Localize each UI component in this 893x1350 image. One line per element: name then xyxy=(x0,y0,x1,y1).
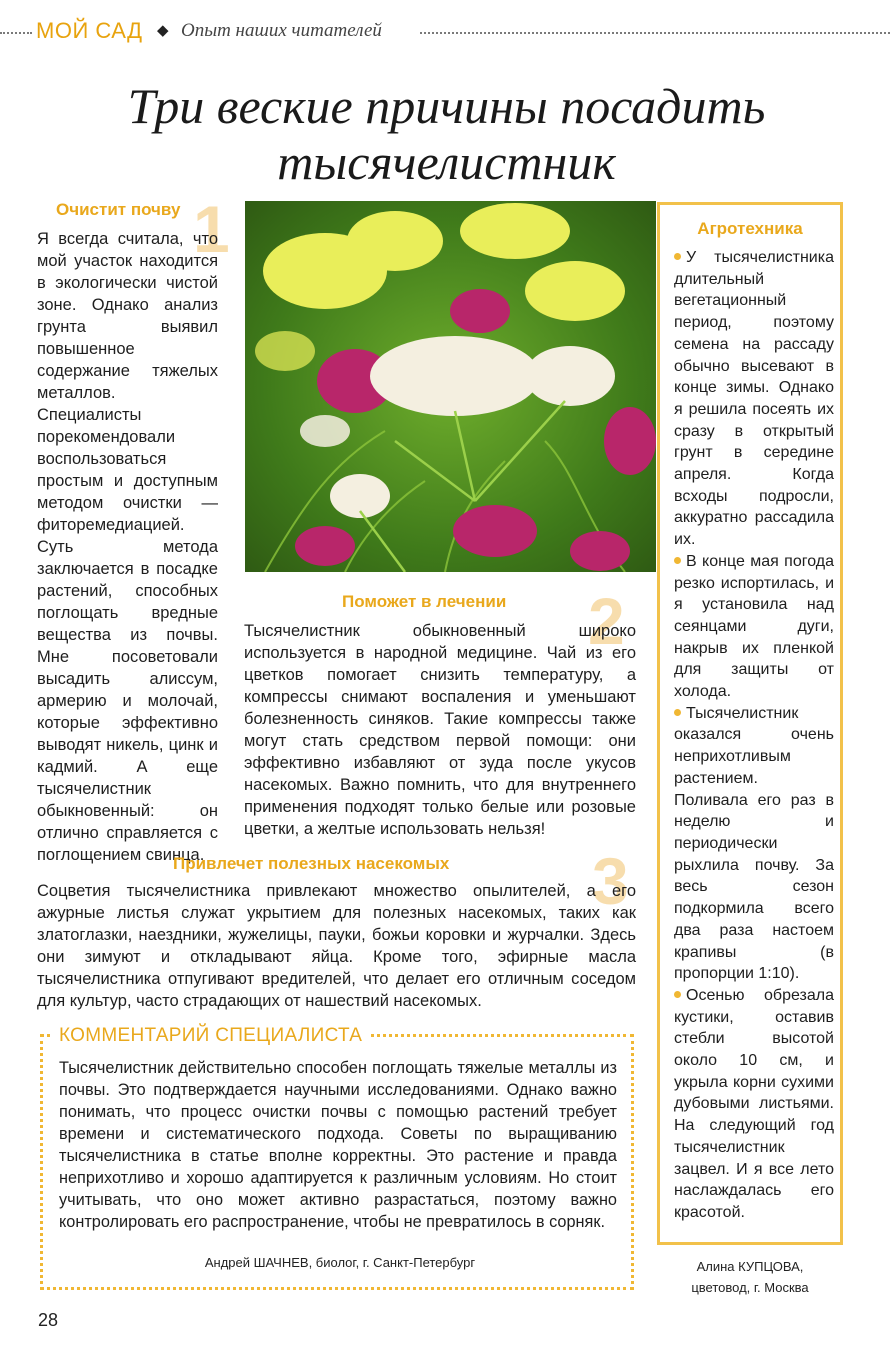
section1-heading: Очистит почву xyxy=(56,200,181,219)
section3-text: Соцветия тысячелистника привлекают множество опылителей, а его ажурные листья служат укрытием для полезных насекомых, таких как златоглазки, наездники, жужелицы, пауки, божьи коровки и журчалки. Здесь они зимуют и откладывают яйца. Кроме того, эфирные масла тысячелистника отпугивают вредителей, что делает его отличным соседом для культур, часто страдающих от нашествий насекомых. xyxy=(37,882,636,1010)
yarrow-flowers-image xyxy=(245,201,656,572)
bullet-icon xyxy=(674,253,681,260)
bullet-icon xyxy=(674,991,681,998)
rubric-name: Опыт наших читателей xyxy=(181,20,382,41)
section-number-1: 1 xyxy=(193,192,230,266)
yarrow-photo xyxy=(245,201,656,572)
reader-author xyxy=(657,1256,843,1298)
comment-text: Тысячелистник действительно способен поглощать тяжелые металлы из почвы. Это подтверждается научными исследованиями. Однако важно понимать, что процесс очистки почвы с помощью растений требует времени и систематического подхода. Советы по выращиванию тысячелистника в статье вполне корректны. Это растение и правда неприхотливо и хорошо адаптируется к различным условиям. Но стоит учитывать, что оно может активно разрастаться, поэтому важно контролировать его распространение, чтобы не превратилось в сорняк. xyxy=(59,1059,617,1231)
header-dotted-rule-right xyxy=(420,32,890,34)
section3-heading: Привлечет полезных насекомых xyxy=(173,854,450,873)
specialist-comment-box xyxy=(40,1025,634,1290)
page-number: 28 xyxy=(38,1310,59,1330)
sidebar-items xyxy=(674,247,834,1224)
diamond-icon: ◆ xyxy=(157,22,169,39)
section2-text: Тысячелистник обыкновенный широко используется в народной медицине. Чай из его цветков помогает снизить температуру, а компрессы снимают воспаления и уменьшают болезненность синяков. Такие компрессы также могут стать средством первой помощи: они эффективно избавляют от зуда после укусов насекомых. Важно помнить, что для внутреннего применения подходят только белые или розовые цветки, а желтые использовать нельзя! xyxy=(244,622,636,838)
sidebar-item: Тысячелистник оказался очень неприхотливым растением. Поливала его раз в неделю и периодически рыхлила почву. За весь сезон подкормила всего два раза настоем крапивы (в пропорции 1:10). xyxy=(674,704,834,983)
comment-heading: КОММЕНТАРИЙ СПЕЦИАЛИСТА xyxy=(53,1025,368,1047)
sidebar-title: Агротехника xyxy=(697,219,803,238)
title-line-2: тысячелистник xyxy=(277,134,616,190)
bullet-icon xyxy=(674,709,681,716)
section-name: МОЙ САД xyxy=(36,18,143,43)
title-line-1: Три веские причины посадить xyxy=(127,78,766,134)
sidebar-item: Осенью обрезала кустики, оставив стебли высотой около 10 см, и укрыла корни сухими дубовыми листьями. На следующий год тысячелистник зацвел. И я все лето наслаждалась его красотой. xyxy=(674,986,834,1221)
sidebar-item: В конце мая погода резко испортилась, и я установила над сеянцами дуги, накрыв их пленкой для защиты от холода. xyxy=(674,552,834,701)
section1-text: Я всегда считала, что мой участок находится в экологически чистой зоне. Однако анализ грунта выявил повышенное содержание тяжелых металлов. Специалисты порекомендовали воспользоваться простым и доступным методом очистки — фиторемедиацией. Суть метода заключается в посадке растений, способных поглощать вредные вещества из почвы. Мне посоветовали высадить алиссум, армерию и молочай, которые эффективно выводят никель, цинк и кадмий. А еще тысячелистник обыкновенный: он отлично справляется с поглощением свинца. xyxy=(37,230,218,864)
article-title xyxy=(30,78,863,190)
comment-author: Андрей ШАЧНЕВ, биолог, г. Санкт-Петербург xyxy=(204,1255,476,1270)
section2-heading: Поможет в лечении xyxy=(342,592,507,611)
reader-author-role: цветовод, г. Москва xyxy=(691,1280,809,1295)
agrotech-sidebar xyxy=(657,202,843,1245)
sidebar-item: У тысячелистника длительный вегетационный период, поэтому семена на рассаду обычно высевают в конце зимы. Однако я решила посеять их сразу в открытый грунт в середине апреля. Когда всходы подросли, аккуратно рассадила их. xyxy=(674,249,834,549)
bullet-icon xyxy=(674,557,681,564)
header-dotted-rule-left xyxy=(0,32,32,34)
reader-author-name: Алина КУПЦОВА, xyxy=(696,1259,804,1274)
section-number-3: 3 xyxy=(592,844,629,918)
section-number-2: 2 xyxy=(588,584,625,658)
